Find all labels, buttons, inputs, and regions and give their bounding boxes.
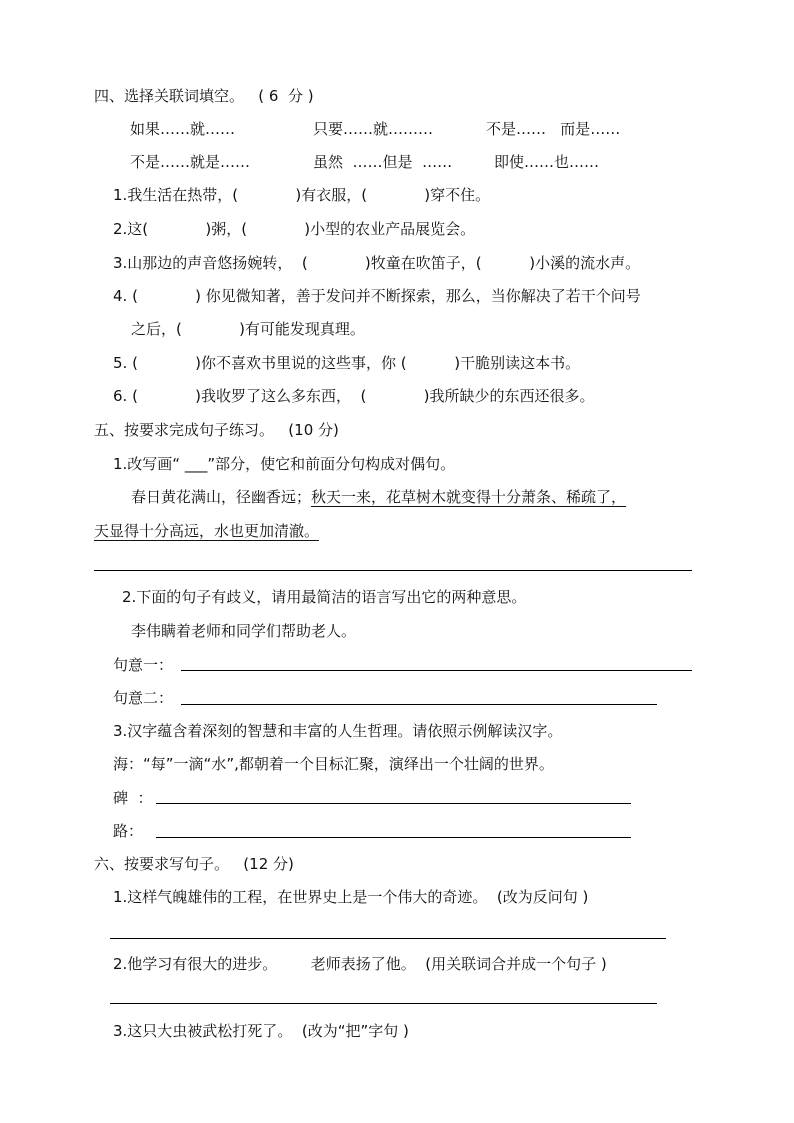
s5-q1-answer-line[interactable] xyxy=(94,570,692,571)
s4-question-1: 1.我生活在热带，( )有衣服，( )穿不住。 xyxy=(113,186,491,204)
option-bushi-jiushi: 不是……就是…… xyxy=(130,153,251,171)
s6-question-1: 1.这样气魄雄伟的工程，在世界史上是一个伟大的奇迹。 (改为反问句 ) xyxy=(113,888,589,906)
s5-q2-meaning2-answer-line[interactable] xyxy=(181,704,657,705)
s4-question-3: 3.山那边的声音悠扬婉转， ( )牧童在吹笛子，( )小溪的流水声。 xyxy=(113,254,641,272)
s5-q3-char2-label: 路： xyxy=(113,822,144,840)
s5-q3-example: 海：“每”一滴“水”,都朝着一个目标汇聚，演绎出一个壮阔的世界。 xyxy=(113,755,554,773)
s5-q2-sentence: 李伟瞒着老师和同学们帮助老人。 xyxy=(131,622,357,640)
option-zhiyao-jiu: 只要……就……… xyxy=(313,120,434,138)
s5-q3-char1-label: 碑 ： xyxy=(113,789,153,807)
s5-q3-prompt: 3.汉字蕴含着深刻的智慧和丰富的人生哲理。请依照示例解读汉字。 xyxy=(113,722,563,740)
s6-q1-answer-line[interactable] xyxy=(110,938,666,939)
s4-question-5: 5. ( )你不喜欢书里说的这些事，你 ( )干脆别读这本书。 xyxy=(113,354,581,372)
option-bushi-ershi: 不是…… 而是…… xyxy=(486,120,621,138)
s5-q3-char1-answer-line[interactable] xyxy=(156,803,631,804)
s5-q2-meaning1-answer-line[interactable] xyxy=(181,670,692,671)
section5-heading: 五、按要求完成句子练习。 (10 分) xyxy=(94,421,339,439)
s6-question-3: 3.这只大虫被武松打死了。 (改为“把”字句 ) xyxy=(113,1022,409,1040)
option-suiran-danshi: 虽然 ……但是 …… xyxy=(313,153,453,171)
section6-heading: 六、按要求写句子。 (12 分) xyxy=(94,855,294,873)
s5-q1-sentence-plain: 春日黄花满山，径幽香远； xyxy=(131,488,312,506)
s5-q1-sentence-underlined-1: 秋天一来，花草树木就变得十分萧条、稀疏了， xyxy=(311,488,627,506)
option-jishi-ye: 即使……也…… xyxy=(494,153,600,171)
s5-q2-prompt: 2.下面的句子有歧义，请用最简洁的语言写出它的两种意思。 xyxy=(122,588,527,606)
s5-q2-meaning1-label: 句意一： xyxy=(113,656,174,674)
option-ruguo-jiu: 如果……就…… xyxy=(130,120,236,138)
s4-question-6: 6. ( )我收罗了这么多东西， ( )我所缺少的东西还很多。 xyxy=(113,387,595,405)
s6-question-2: 2.他学习有很大的进步。 老师表扬了他。 (用关联词合并成一个句子 ) xyxy=(113,955,607,973)
s4-question-4-line2: 之后，( )有可能发现真理。 xyxy=(131,320,365,338)
s4-question-4-line1: 4. ( ) 你见微知著，善于发问并不断探索，那么，当你解决了若干个问号 xyxy=(113,287,641,305)
s5-q1-sentence-line1 xyxy=(131,487,626,507)
s5-q2-meaning2-label: 句意二： xyxy=(113,689,174,707)
s4-question-2: 2.这( )粥，( )小型的农业产品展览会。 xyxy=(113,220,476,238)
s5-q1-prompt: 1.改写画“ ___”部分，使它和前面分句构成对偶句。 xyxy=(113,455,456,473)
section4-heading: 四、选择关联词填空。 ( 6 分 ) xyxy=(94,87,314,105)
s6-q2-answer-line[interactable] xyxy=(110,1003,657,1004)
s5-q3-char2-answer-line[interactable] xyxy=(156,837,631,838)
s5-q1-sentence-underlined-2: 天显得十分高远，水也更加清澈。 xyxy=(94,522,320,540)
